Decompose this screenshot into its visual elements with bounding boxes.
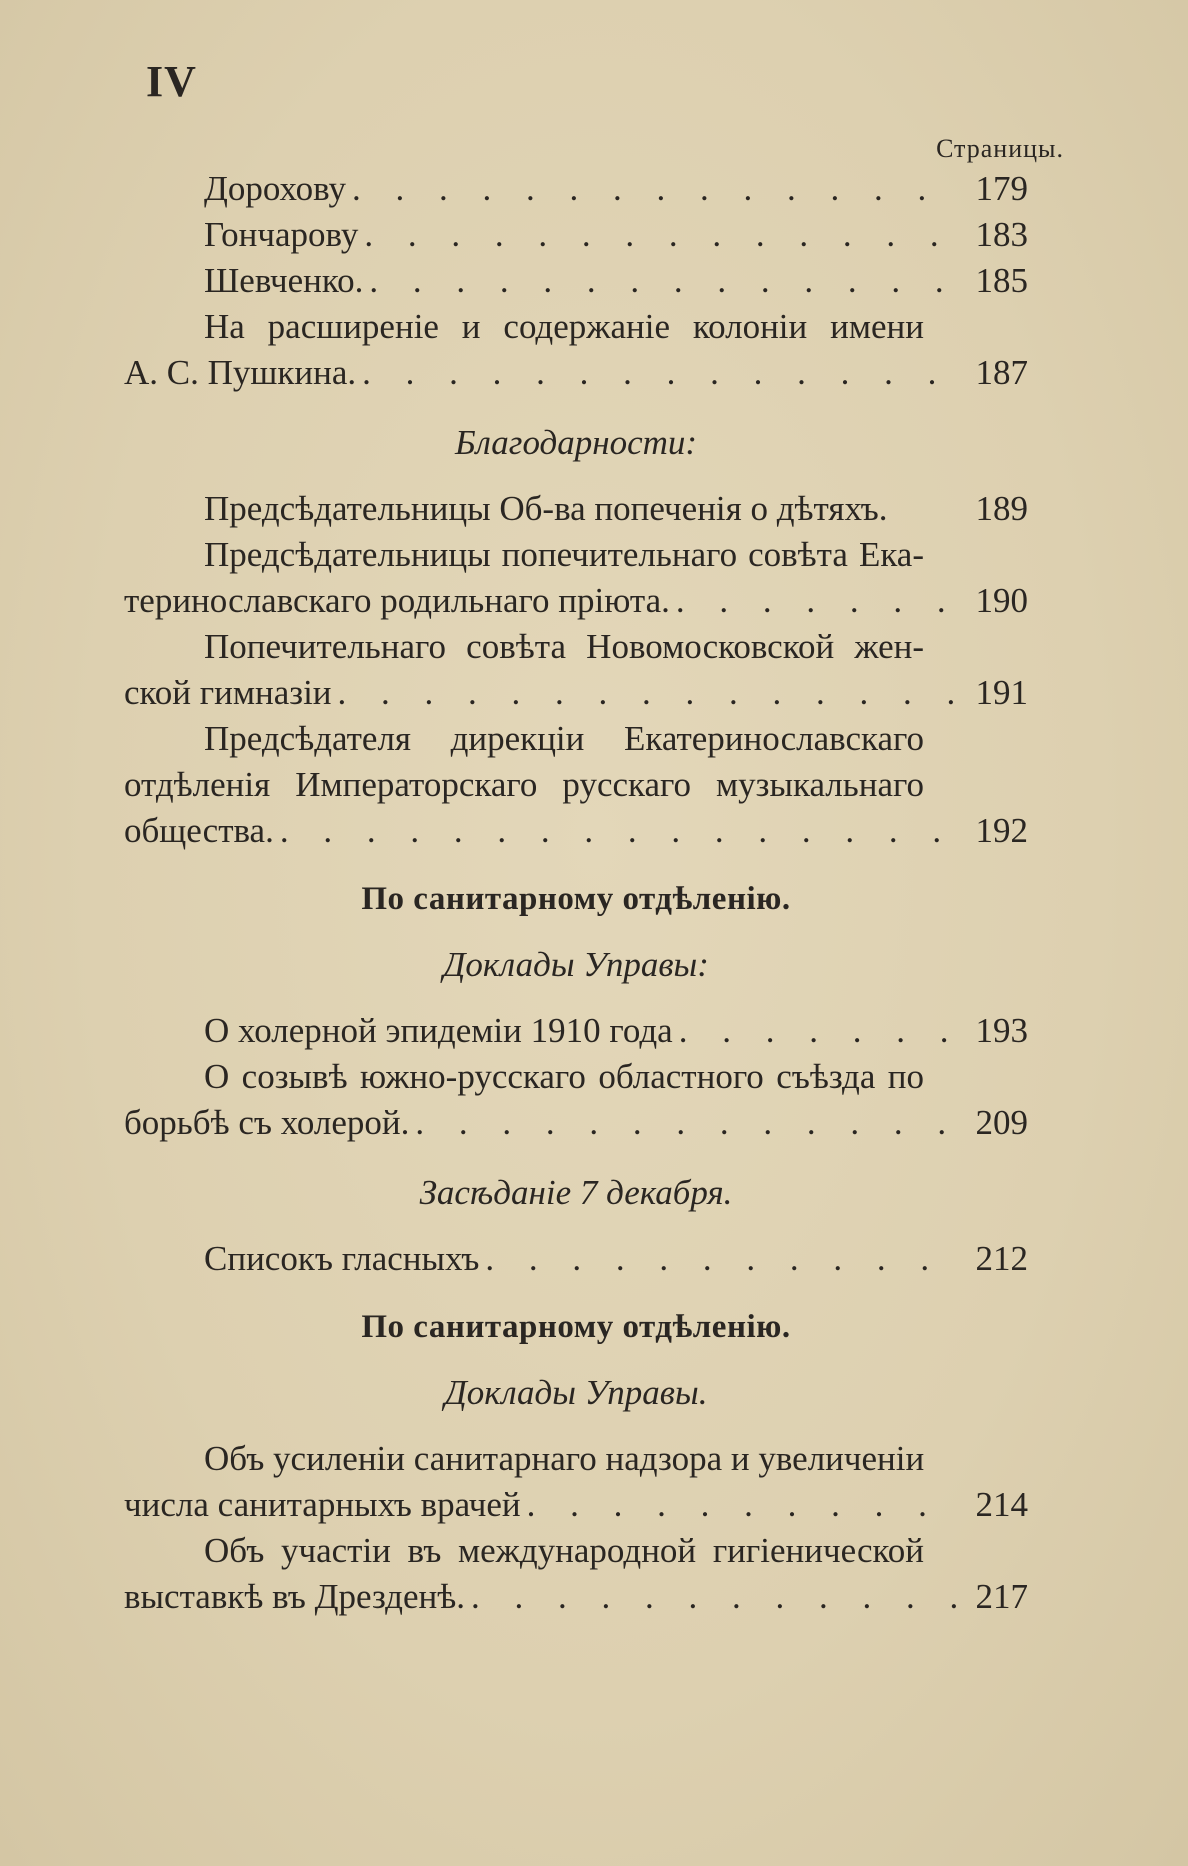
entry-title: Гончарову bbox=[204, 215, 359, 254]
entry-title: Дорохову bbox=[204, 169, 346, 208]
leader-dots bbox=[363, 258, 958, 304]
leader-dots bbox=[479, 1236, 958, 1282]
entry-title: А. С. Пушкина. bbox=[124, 353, 357, 392]
entry-title: Предсѣдательницы Об-ва попеченія о дѣтяхъ. bbox=[204, 489, 888, 528]
column-header-pages: Страницы. bbox=[936, 134, 1064, 163]
entry-title: числа санитарныхъ врачей bbox=[124, 1485, 521, 1524]
section-heading-thanks: Благодарности: bbox=[454, 423, 698, 462]
entry-title: Объ участіи въ международной гигіенической bbox=[204, 1531, 924, 1570]
entry-title: О созывѣ южно-русскаго областного съѣзда по bbox=[204, 1057, 924, 1096]
entry-title: О холерной эпидеміи 1910 года bbox=[204, 1011, 673, 1050]
toc-entry bbox=[124, 1528, 1028, 1620]
section-heading-reports: Доклады Управы: bbox=[443, 945, 709, 984]
entry-page: 209 bbox=[975, 1103, 1028, 1142]
toc-entry bbox=[124, 624, 1028, 716]
toc-entry bbox=[124, 532, 1028, 624]
toc-entry bbox=[124, 304, 1028, 396]
entry-title: борьбѣ съ холерой. bbox=[124, 1103, 410, 1142]
table-of-contents bbox=[124, 166, 1028, 1620]
entry-page: 190 bbox=[975, 581, 1028, 620]
leader-dots bbox=[346, 166, 958, 212]
entry-page: 185 bbox=[975, 261, 1028, 300]
section-heading-sanitary: По санитарному отдѣленію. bbox=[361, 881, 791, 917]
leader-dots bbox=[274, 808, 958, 854]
entry-page: 191 bbox=[975, 673, 1028, 712]
entry-page: 187 bbox=[975, 353, 1028, 392]
entry-title: теринославскаго родильнаго пріюта. bbox=[124, 581, 670, 620]
toc-entry bbox=[124, 716, 1028, 854]
leader-dots bbox=[409, 1100, 958, 1146]
toc-entry bbox=[124, 212, 1028, 258]
entry-title: Шевченко. bbox=[204, 261, 364, 300]
entry-page: 183 bbox=[975, 215, 1028, 254]
entry-title: Попечительнаго совѣта Новомосковской жен- bbox=[204, 627, 924, 666]
entry-title: Списокъ гласныхъ bbox=[204, 1239, 480, 1278]
entry-page: 189 bbox=[975, 489, 1028, 528]
section-heading-reports: Доклады Управы. bbox=[444, 1373, 708, 1412]
entry-page: 193 bbox=[975, 1011, 1028, 1050]
entry-title: ской гимназіи bbox=[124, 673, 332, 712]
entry-page: 214 bbox=[975, 1485, 1028, 1524]
entry-title: На расширеніе и содержаніе колоніи имени bbox=[204, 307, 924, 346]
leader-dots bbox=[356, 350, 958, 396]
section-heading-meeting: Засѣданіе 7 декабря. bbox=[419, 1173, 733, 1212]
entry-page: 192 bbox=[975, 811, 1028, 850]
toc-entry bbox=[124, 166, 1028, 212]
entry-title: общества. bbox=[124, 811, 274, 850]
entry-page: 179 bbox=[975, 169, 1028, 208]
leader-dots bbox=[673, 1008, 958, 1054]
leader-dots bbox=[465, 1574, 958, 1620]
toc-entry bbox=[124, 258, 1028, 304]
toc-entry bbox=[124, 1054, 1028, 1146]
entry-title: отдѣленія Императорскаго русскаго музыкальнаго bbox=[124, 765, 924, 804]
leader-dots bbox=[332, 670, 958, 716]
toc-entry bbox=[124, 1236, 1028, 1282]
toc-entry bbox=[124, 486, 1028, 532]
section-heading-sanitary: По санитарному отдѣленію. bbox=[361, 1309, 791, 1345]
entry-page: 212 bbox=[975, 1239, 1028, 1278]
entry-page: 217 bbox=[975, 1577, 1028, 1616]
leader-dots bbox=[358, 212, 958, 258]
leader-dots bbox=[670, 578, 958, 624]
entry-title: Объ усиленіи санитарнаго надзора и увеличеніи bbox=[204, 1439, 925, 1478]
entry-title: Предсѣдателя дирекціи Екатеринославскаго bbox=[204, 719, 924, 758]
page-number: IV bbox=[146, 57, 197, 106]
toc-entry bbox=[124, 1436, 1028, 1528]
entry-title: Предсѣдательницы попечительнаго совѣта Ека- bbox=[204, 535, 924, 574]
leader-dots bbox=[521, 1482, 958, 1528]
toc-entry bbox=[124, 1008, 1028, 1054]
entry-title: выставкѣ въ Дрезденѣ. bbox=[124, 1577, 465, 1616]
